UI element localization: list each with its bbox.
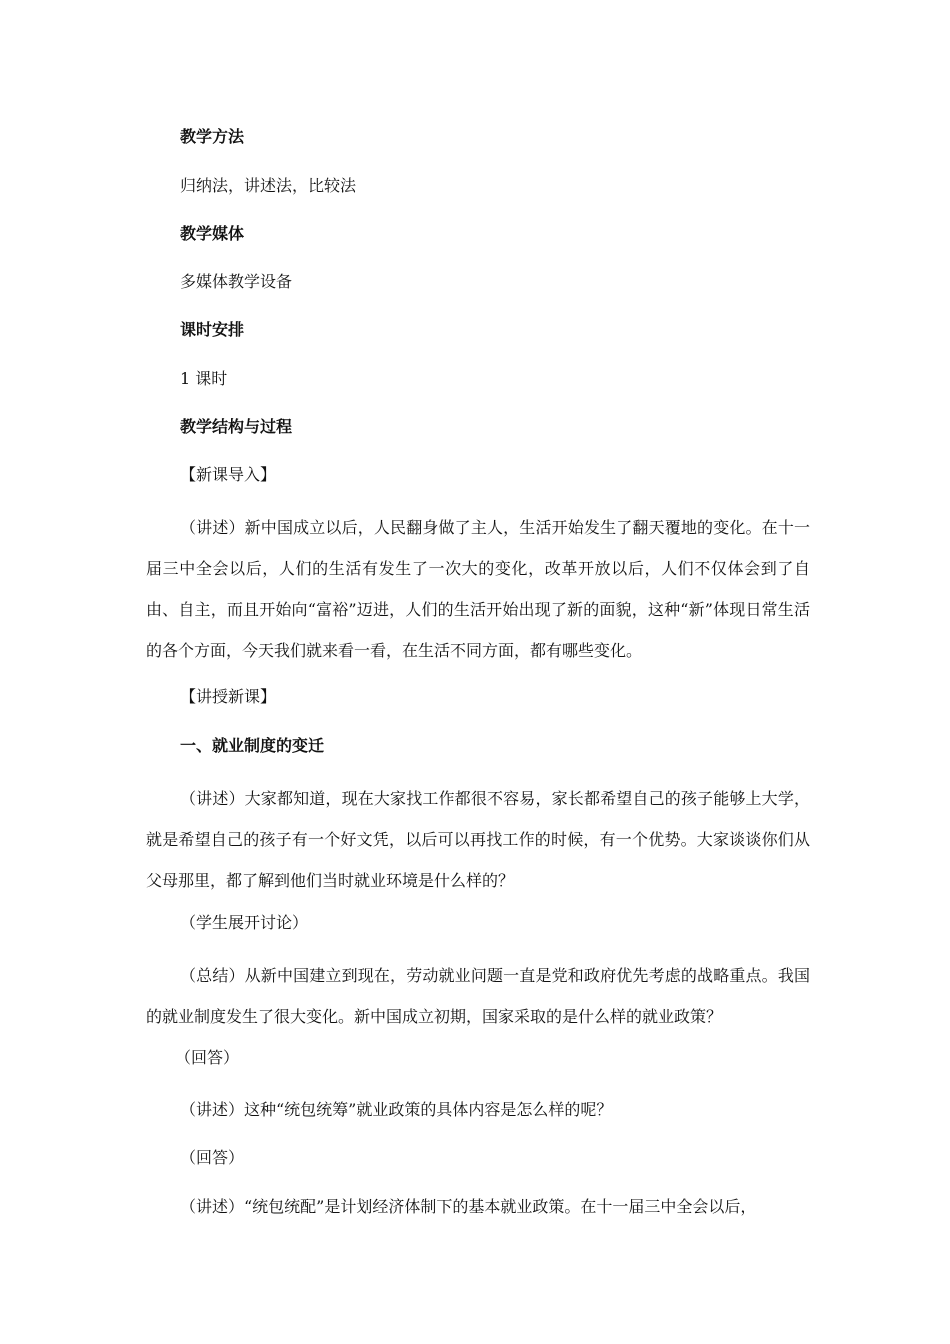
teaching-method-text: 归纳法，讲述法，比较法 <box>180 176 357 195</box>
paragraph-1: （讲述）大家都知道，现在大家找工作都很不容易，家长都希望自己的孩子能够上大学，就是希望自己的孩子有一个好文凭，以后可以再找工作的时候，有一个优势。大家谈谈你们从父母那里，都了解到他们当时就业环境是什么样的？ <box>146 789 810 890</box>
intro-section-title: 【新课导入】 <box>180 465 277 484</box>
teaching-media-text: 多媒体教学设备 <box>180 272 293 291</box>
paragraph-7: （讲述）“统包统配”是计划经济体制下的基本就业政策。在十一届三中全会以后， <box>180 1197 757 1216</box>
paragraph-3: （总结）从新中国建立到现在，劳动就业问题一直是党和政府优先考虑的战略重点。我国的就业制度发生了很大变化。新中国成立初期，国家采取的是什么样的就业政策？ <box>146 966 810 1026</box>
topic1-heading: 一、就业制度的变迁 <box>180 736 325 755</box>
teaching-method-heading: 教学方法 <box>180 127 245 146</box>
paragraph-5: （讲述）这种“统包统筹”就业政策的具体内容是怎么样的呢？ <box>180 1100 613 1119</box>
new-lesson-section-title: 【讲授新课】 <box>180 687 277 706</box>
paragraph-6: （回答） <box>180 1148 245 1167</box>
paragraph-2: （学生展开讨论） <box>180 913 309 932</box>
structure-heading: 教学结构与过程 <box>180 417 293 436</box>
schedule-heading: 课时安排 <box>180 320 245 339</box>
schedule-text: 1 课时 <box>180 369 228 388</box>
teaching-media-heading: 教学媒体 <box>180 224 245 243</box>
intro-paragraph: （讲述）新中国成立以后，人民翻身做了主人，生活开始发生了翻天覆地的变化。在十一届三中全会以后，人们的生活有发生了一次大的变化，改革开放以后，人们不仅体会到了自由、自主，而且开始向“富裕”迈进，人们的生活开始出现了新的面貌，这种“新”体现日常生活的各个方面，今天我们就来看一看，在生活不同方面，都有哪些变化。 <box>146 518 810 660</box>
paragraph-4: （回答） <box>175 1048 240 1067</box>
